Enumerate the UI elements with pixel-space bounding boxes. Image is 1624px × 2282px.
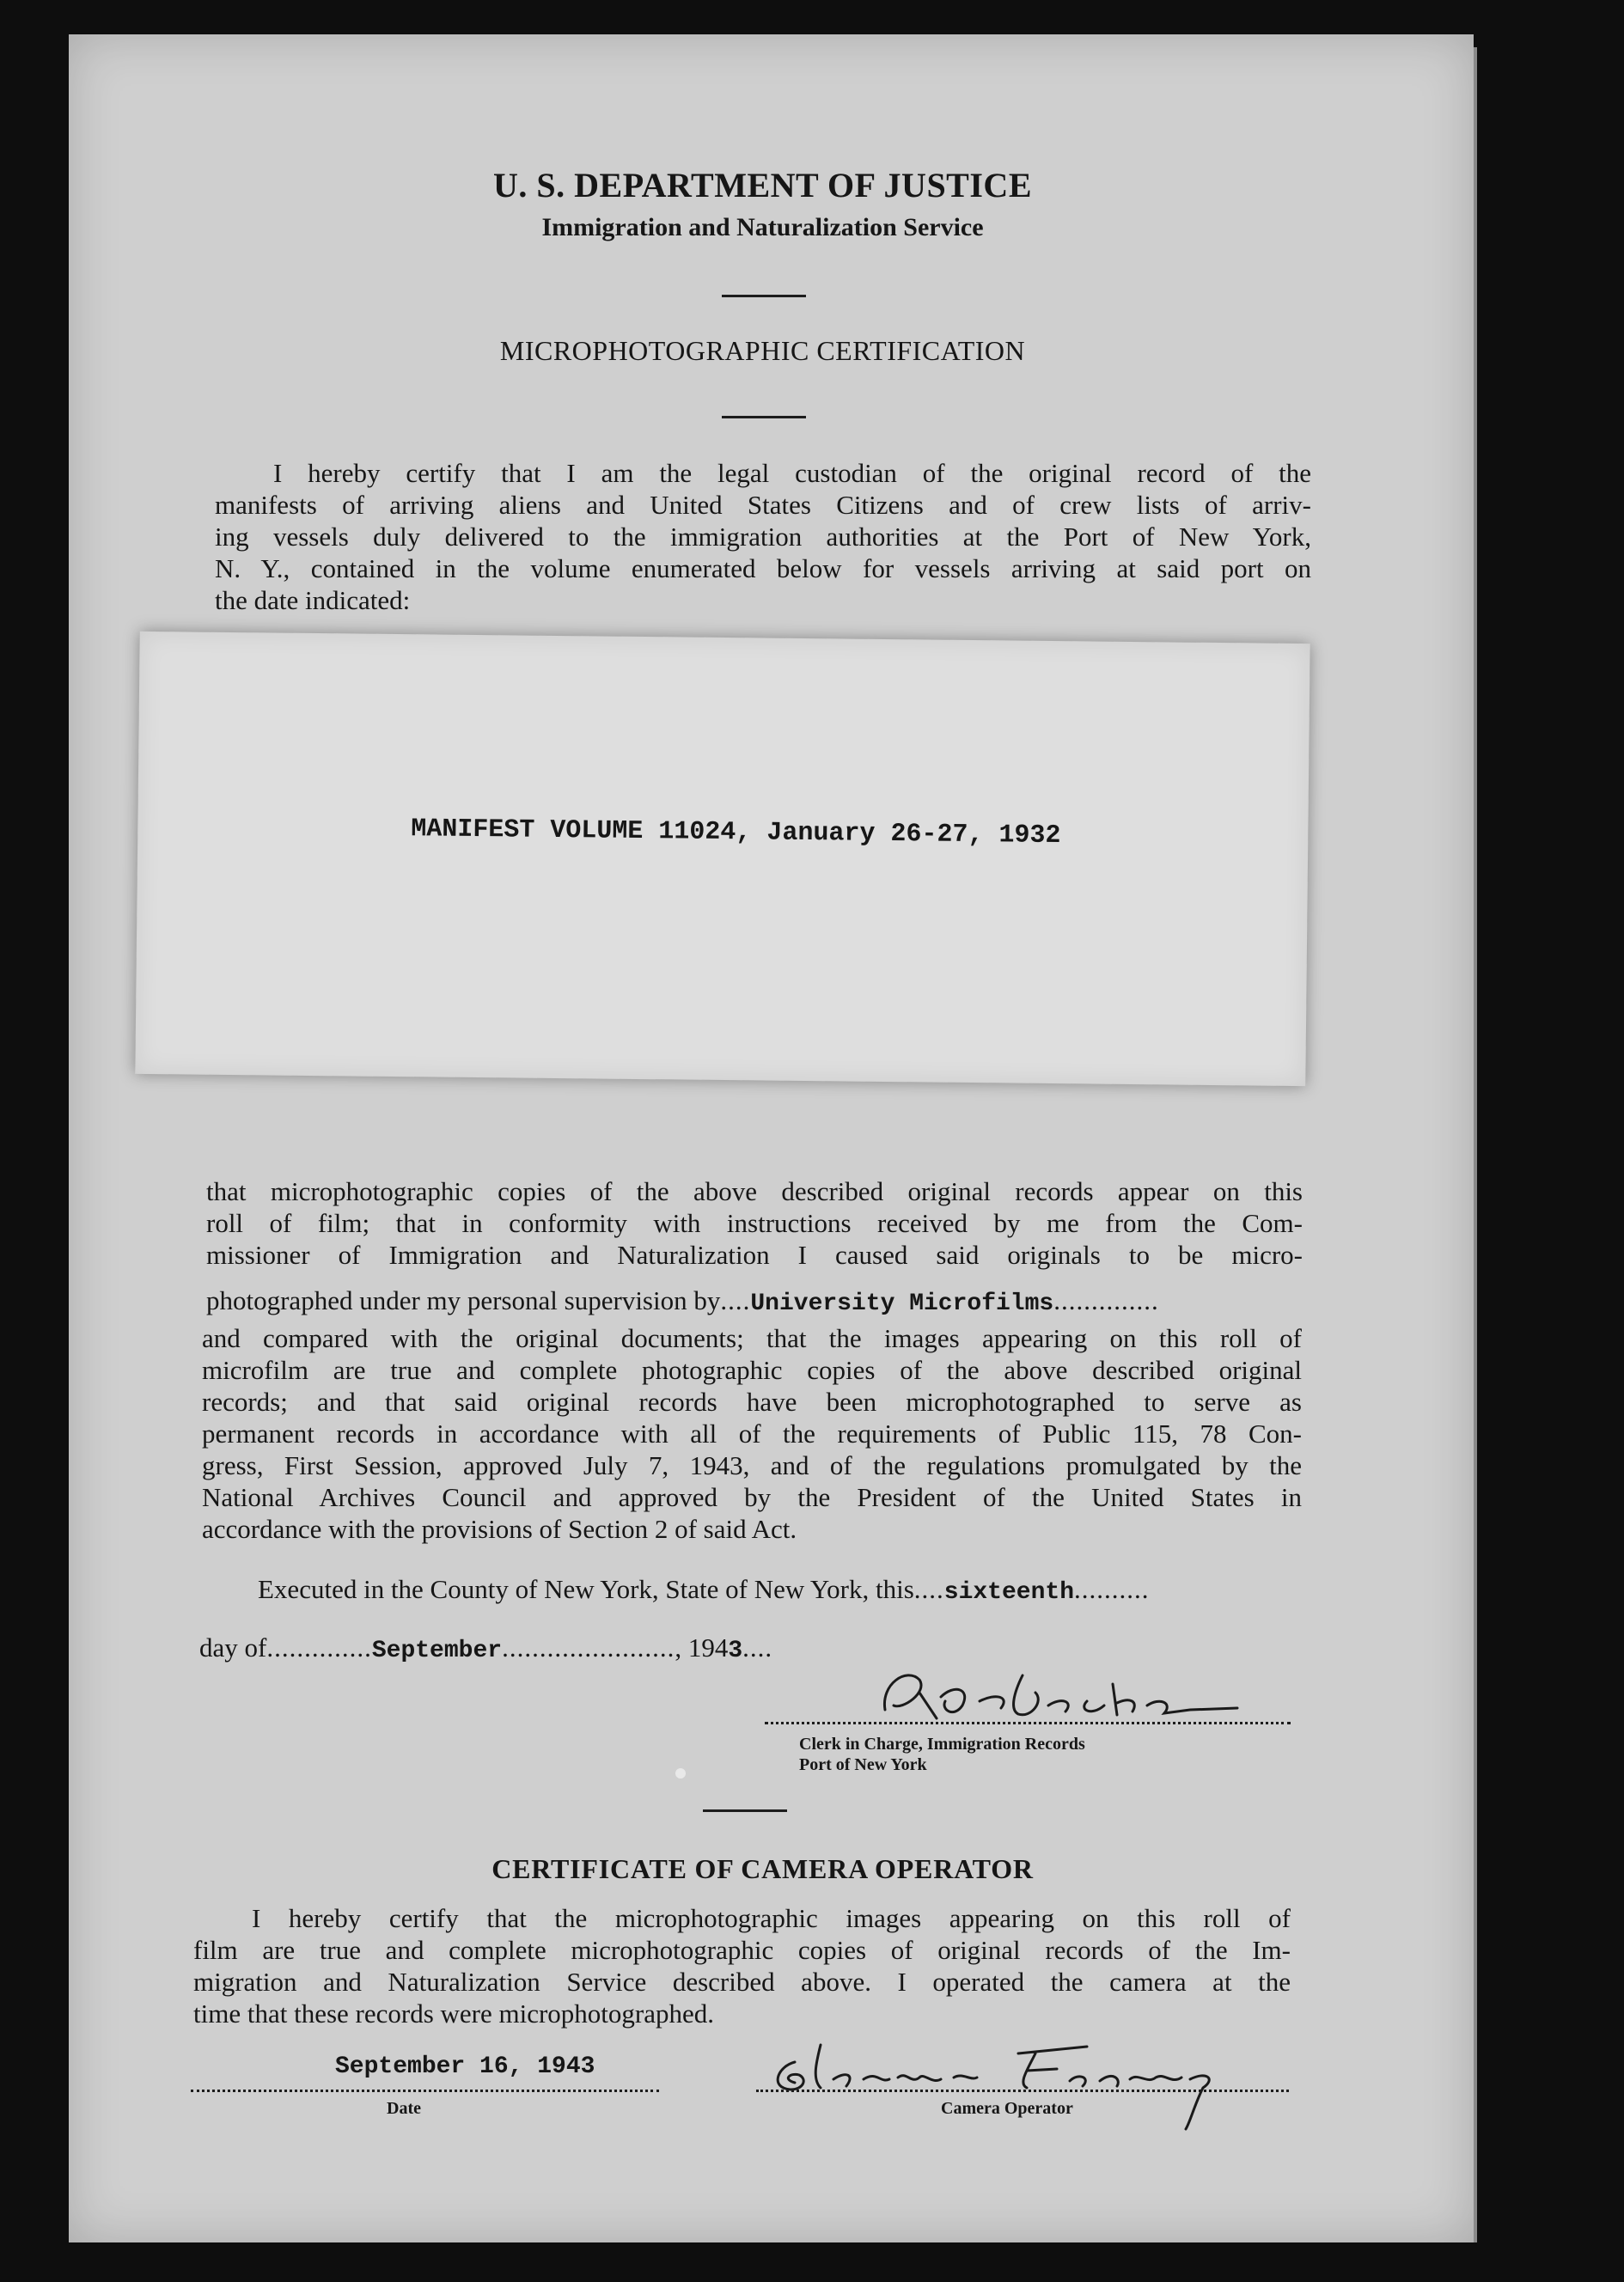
clerk-signature: [859, 1658, 1255, 1736]
manifest-slip: [135, 632, 1310, 1086]
camera-operator-label: Camera Operator: [941, 2099, 1073, 2118]
year-prefix: , 194: [675, 1632, 729, 1663]
camera-certificate-title: CERTIFICATE OF CAMERA OPERATOR: [491, 1853, 1034, 1884]
text-line: roll of film; that in conformity with instructions received by me from the Com-: [206, 1208, 1303, 1238]
body-paragraph-a: [206, 1175, 1303, 1271]
text-line: records; and that said original records have been microphotographed to serve as: [202, 1387, 1302, 1417]
leader-dots: ....: [913, 1574, 944, 1604]
body-paragraph-b: [202, 1322, 1302, 1545]
leader-dots: ....: [720, 1285, 751, 1315]
text-line: ing vessels duly delivered to the immigration authorities at the Port of New York,: [215, 522, 1311, 552]
leader-dots: ....: [742, 1632, 773, 1663]
certification-title: MICROPHOTOGRAPHIC CERTIFICATION: [499, 335, 1026, 366]
text-line: permanent records in accordance with all of the requirements of Public 115, 78 Con-: [202, 1419, 1302, 1449]
text-line: microfilm are true and complete photographic copies of the above described original: [202, 1355, 1302, 1385]
clerk-title-line1: Clerk in Charge, Immigration Records: [799, 1735, 1085, 1754]
leader-dots: ..............: [1053, 1285, 1159, 1315]
leader-dots: ..............: [266, 1632, 372, 1663]
text-line: I hereby certify that I am the legal custodian of the original record of the: [273, 458, 1311, 488]
paper-speck: [675, 1768, 686, 1779]
intro-paragraph: [215, 457, 1311, 616]
executed-text: Executed in the County of New York, State of New York, this: [258, 1574, 914, 1604]
leader-dots: .......................: [502, 1632, 675, 1663]
camera-date-value: September 16, 1943: [335, 2053, 595, 2080]
executed-line: [258, 1574, 1150, 1606]
supervision-line: [206, 1285, 1159, 1317]
leader-dots: ..........: [1074, 1574, 1150, 1604]
text-line: accordance with the provisions of Section 2 of said Act.: [202, 1514, 797, 1544]
clerk-title: [799, 1734, 1085, 1775]
text-line: that microphotographic copies of the above described original records appear on this: [206, 1176, 1303, 1206]
camera-paragraph: [193, 1902, 1291, 2029]
manifest-volume-text: MANIFEST VOLUME 11024, January 26-27, 1932: [411, 815, 1061, 851]
divider-rule: [722, 295, 806, 297]
service-subheading: Immigration and Naturalization Service: [541, 213, 984, 241]
text-line: missioner of Immigration and Naturalization I caused said originals to be micro-: [206, 1240, 1303, 1270]
text-line: N. Y., contained in the volume enumerated below for vessels arriving at said port on: [215, 553, 1311, 583]
text-line: manifests of arriving aliens and United States Citizens and of crew lists of arriv-: [215, 490, 1311, 520]
text-line: gress, First Session, approved July 7, 1943, and of the regulations promulgated by the: [202, 1450, 1302, 1480]
date-line: [191, 2090, 659, 2092]
text-line: migration and Naturalization Service described above. I operated the camera at the: [193, 1967, 1291, 1997]
executed-day-value: sixteenth: [943, 1579, 1074, 1606]
department-heading: U. S. DEPARTMENT OF JUSTICE: [493, 166, 1032, 204]
page-edge: [1474, 47, 1477, 2242]
supervision-prefix: photographed under my personal supervision by: [206, 1285, 721, 1315]
text-line: film are true and complete microphotographic copies of original records of the Im-: [193, 1935, 1291, 1965]
supervision-value: University Microfilms: [750, 1290, 1054, 1317]
date-label: Date: [387, 2099, 421, 2118]
month-value: September: [371, 1638, 503, 1664]
text-line: time that these records were microphotographed.: [193, 1998, 714, 2029]
text-line: and compared with the original documents; that the images appearing on this roll of: [202, 1323, 1302, 1353]
year-digit: 3: [728, 1638, 743, 1664]
text-line: the date indicated:: [215, 585, 411, 615]
clerk-signature-text: Geo Becker: [876, 1731, 881, 1732]
divider-rule: [703, 1809, 787, 1812]
text-line: I hereby certify that the microphotographic images appearing on this roll of: [252, 1903, 1291, 1933]
operator-signature-text: Eleanor Fearing: [778, 2135, 784, 2136]
divider-rule: [722, 416, 806, 418]
operator-signature: [760, 2028, 1242, 2139]
text-line: National Archives Council and approved by the President of the United States in: [202, 1482, 1302, 1512]
day-of-label: day of: [199, 1632, 267, 1663]
clerk-title-line2: Port of New York: [799, 1755, 927, 1774]
day-of-line: [199, 1632, 772, 1664]
